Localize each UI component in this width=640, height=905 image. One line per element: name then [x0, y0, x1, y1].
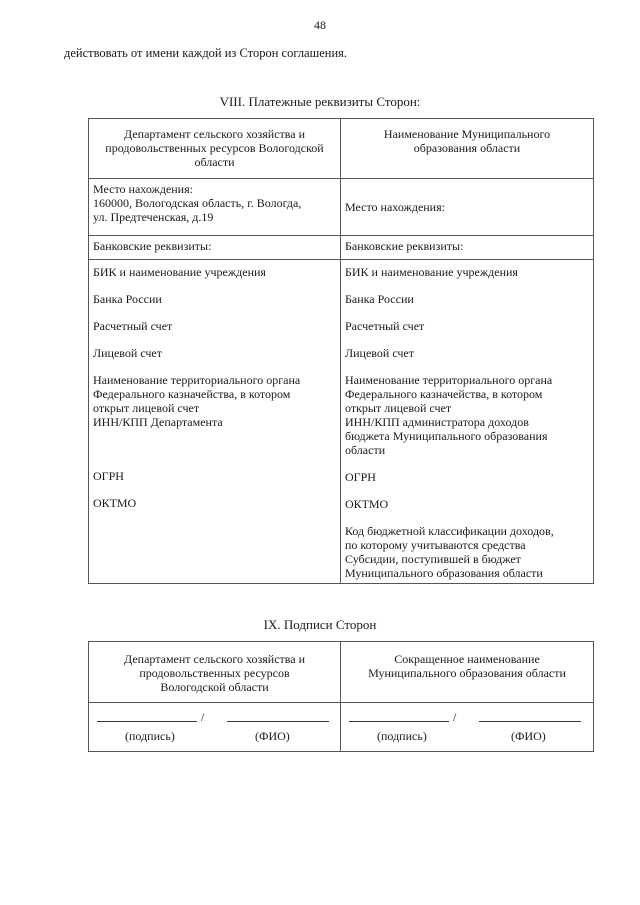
detail-oktmo: ОКТМО: [345, 497, 389, 511]
left-signature-block: [89, 703, 341, 752]
detail-bank: Банка России: [93, 292, 162, 306]
detail-ogrn: ОГРН: [93, 469, 124, 483]
header-line: Вологодской области: [160, 680, 269, 694]
section-title-signatures: IX. Подписи Сторон: [263, 617, 377, 632]
name-line[interactable]: [227, 721, 329, 722]
detail-kbk: Субсидии, поступившей в бюджет: [345, 552, 521, 566]
slash: /: [453, 710, 457, 724]
signature-caption: (подпись): [377, 729, 427, 743]
right-bank-details: [341, 260, 594, 584]
detail-treasury: открыт лицевой счет: [345, 401, 452, 415]
detail-oktmo: ОКТМО: [93, 496, 137, 510]
detail-kbk: Муниципального образования области: [345, 566, 543, 580]
page-number: 48: [314, 18, 326, 32]
detail-inn-kpp: области: [345, 443, 386, 457]
header-line: Муниципального образования области: [368, 666, 566, 680]
detail-personal-account: Лицевой счет: [93, 346, 163, 360]
detail-account: Расчетный счет: [345, 319, 425, 333]
header-line: Департамент сельского хозяйства и: [123, 127, 306, 141]
detail-inn-kpp: ИНН/КПП администратора доходов: [345, 415, 529, 429]
detail-treasury: Наименование территориального органа: [93, 373, 301, 387]
right-bank-label: Банковские реквизиты:: [341, 236, 594, 260]
section-title-payment-details: VIII. Платежные реквизиты Сторон:: [219, 94, 421, 109]
signature-line[interactable]: [97, 721, 197, 722]
right-party-header: [341, 119, 594, 179]
signature-line[interactable]: [349, 721, 449, 722]
left-signature-header: [89, 642, 341, 703]
right-signature-block: [341, 703, 594, 752]
detail-bik: БИК и наименование учреждения: [93, 265, 266, 279]
detail-treasury: Федерального казначейства, в котором: [93, 387, 291, 401]
intro-line: действовать от имени каждой из Сторон соглашения.: [64, 46, 348, 60]
detail-ogrn: ОГРН: [345, 470, 376, 484]
detail-personal-account: Лицевой счет: [345, 346, 415, 360]
signatures-table: [88, 641, 594, 752]
detail-treasury: открыт лицевой счет: [93, 401, 200, 415]
name-caption: (ФИО): [511, 729, 546, 743]
detail-inn-kpp: бюджета Муниципального образования: [345, 429, 548, 443]
header-line: продовольственных ресурсов Вологодской: [105, 141, 324, 155]
detail-treasury: Наименование территориального органа: [345, 373, 553, 387]
detail-bik: БИК и наименование учреждения: [345, 265, 518, 279]
name-line[interactable]: [479, 721, 581, 722]
right-location: Место нахождения:: [341, 179, 594, 236]
header-line: Наименование Муниципального: [383, 127, 551, 141]
detail-inn-kpp: ИНН/КПП Департамента: [93, 415, 223, 429]
signature-caption: (подпись): [125, 729, 175, 743]
detail-bank: Банка России: [345, 292, 414, 306]
detail-kbk: Код бюджетной классификации доходов,: [345, 524, 554, 538]
name-caption: (ФИО): [255, 729, 290, 743]
right-signature-header: [341, 642, 594, 703]
left-party-header: [89, 119, 341, 179]
left-location: [89, 179, 341, 236]
header-line: Сокращенное наименование: [394, 652, 540, 666]
header-line: области: [194, 155, 235, 169]
detail-treasury: Федерального казначейства, в котором: [345, 387, 543, 401]
header-line: образования области: [413, 141, 521, 155]
location-line: Место нахождения:: [93, 182, 193, 196]
header-line: Департамент сельского хозяйства и: [123, 652, 306, 666]
header-line: продовольственных ресурсов: [139, 666, 290, 680]
left-bank-label: Банковские реквизиты:: [89, 236, 341, 260]
left-bank-details: [89, 260, 341, 584]
payment-details-table: [88, 118, 594, 584]
detail-kbk: по которому учитываются средства: [345, 538, 526, 552]
slash: /: [201, 710, 205, 724]
detail-account: Расчетный счет: [93, 319, 173, 333]
location-line: 160000, Вологодская область, г. Вологда,: [93, 196, 302, 210]
location-line: ул. Предтеченская, д.19: [93, 210, 214, 224]
